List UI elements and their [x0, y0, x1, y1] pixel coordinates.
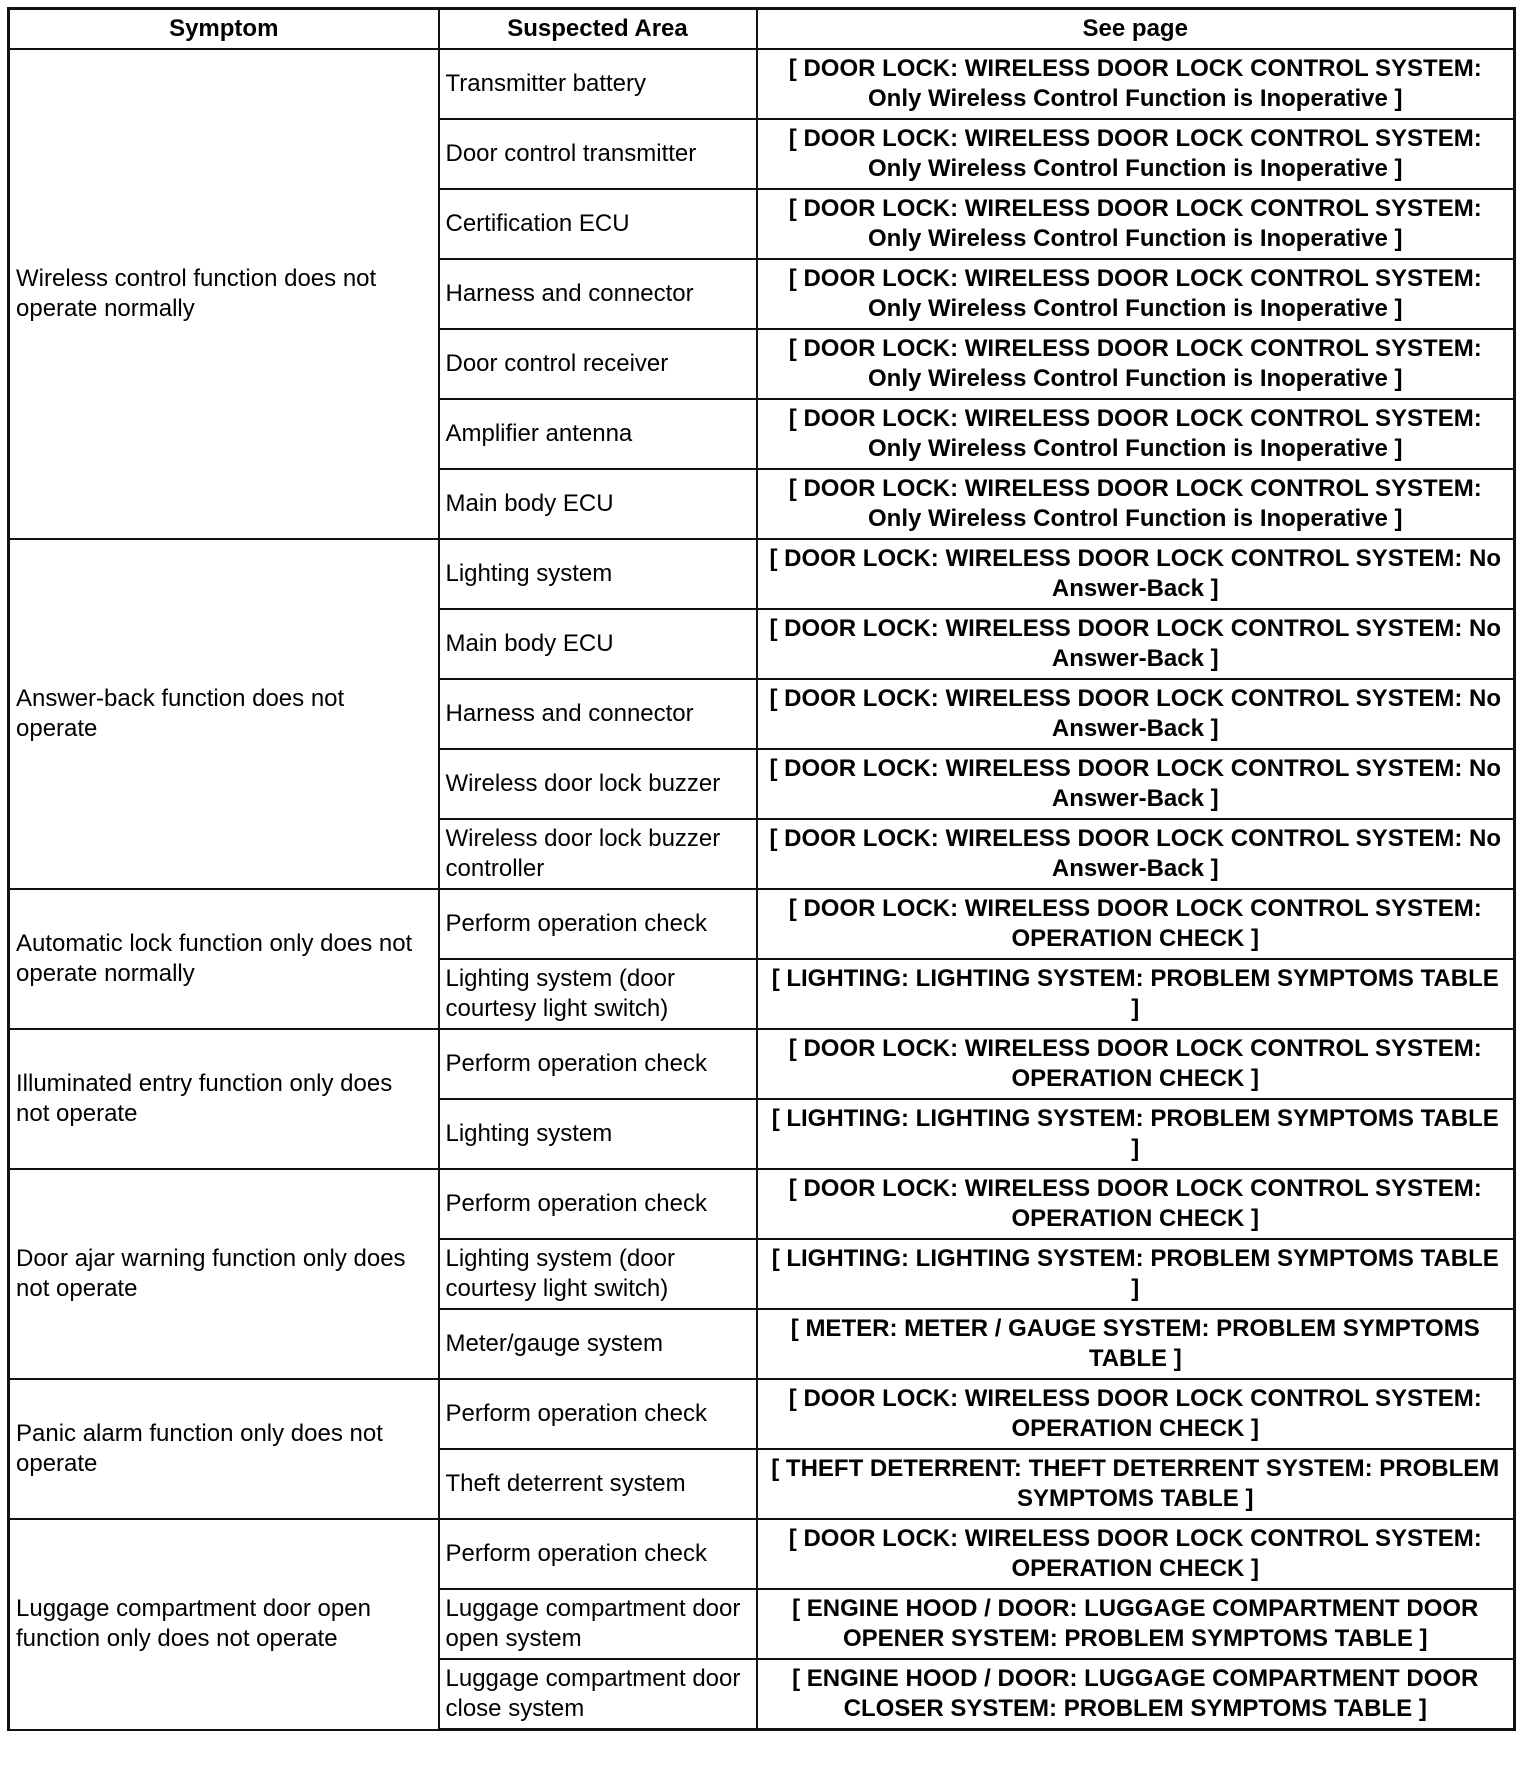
see-page-reference-cell: [ DOOR LOCK: WIRELESS DOOR LOCK CONTROL SYSTEM: Only Wireless Control Function is Inoperative ] [757, 399, 1515, 469]
suspected-area-cell: Lighting system [439, 1099, 757, 1169]
see-page-reference-cell: [ DOOR LOCK: WIRELESS DOOR LOCK CONTROL SYSTEM: No Answer-Back ] [757, 609, 1515, 679]
see-page-reference-cell: [ DOOR LOCK: WIRELESS DOOR LOCK CONTROL SYSTEM: OPERATION CHECK ] [757, 889, 1515, 959]
table-row [9, 539, 1515, 609]
suspected-area-cell: Perform operation check [439, 1379, 757, 1449]
see-page-reference-cell: [ LIGHTING: LIGHTING SYSTEM: PROBLEM SYMPTOMS TABLE ] [757, 959, 1515, 1029]
see-page-reference-cell: [ LIGHTING: LIGHTING SYSTEM: PROBLEM SYMPTOMS TABLE ] [757, 1099, 1515, 1169]
table-row [9, 1029, 1515, 1099]
see-page-reference-cell: [ LIGHTING: LIGHTING SYSTEM: PROBLEM SYMPTOMS TABLE ] [757, 1239, 1515, 1309]
symptom-cell: Answer-back function does not operate [9, 539, 439, 889]
table-body [9, 49, 1515, 1730]
see-page-reference-cell: [ DOOR LOCK: WIRELESS DOOR LOCK CONTROL SYSTEM: Only Wireless Control Function is Inoperative ] [757, 49, 1515, 119]
suspected-area-cell: Main body ECU [439, 609, 757, 679]
symptom-cell: Illuminated entry function only does not operate [9, 1029, 439, 1169]
see-page-reference-cell: [ DOOR LOCK: WIRELESS DOOR LOCK CONTROL SYSTEM: Only Wireless Control Function is Inoperative ] [757, 119, 1515, 189]
suspected-area-cell: Lighting system (door courtesy light switch) [439, 959, 757, 1029]
suspected-area-cell: Wireless door lock buzzer [439, 749, 757, 819]
see-page-reference-cell: [ DOOR LOCK: WIRELESS DOOR LOCK CONTROL SYSTEM: OPERATION CHECK ] [757, 1029, 1515, 1099]
suspected-area-cell: Lighting system [439, 539, 757, 609]
see-page-reference-cell: [ DOOR LOCK: WIRELESS DOOR LOCK CONTROL SYSTEM: OPERATION CHECK ] [757, 1169, 1515, 1239]
see-page-reference-cell: [ DOOR LOCK: WIRELESS DOOR LOCK CONTROL SYSTEM: No Answer-Back ] [757, 679, 1515, 749]
see-page-reference-cell: [ DOOR LOCK: WIRELESS DOOR LOCK CONTROL SYSTEM: OPERATION CHECK ] [757, 1379, 1515, 1449]
suspected-area-cell: Perform operation check [439, 1169, 757, 1239]
suspected-area-cell: Luggage compartment door open system [439, 1589, 757, 1659]
table-row [9, 1519, 1515, 1589]
suspected-area-cell: Amplifier antenna [439, 399, 757, 469]
suspected-area-cell: Lighting system (door courtesy light switch) [439, 1239, 757, 1309]
header-suspected-area: Suspected Area [439, 9, 757, 50]
suspected-area-cell: Main body ECU [439, 469, 757, 539]
table-row [9, 1379, 1515, 1449]
suspected-area-cell: Perform operation check [439, 1519, 757, 1589]
symptom-cell: Wireless control function does not operate normally [9, 49, 439, 539]
problem-symptoms-table-container [7, 7, 1513, 1731]
symptom-cell: Door ajar warning function only does not operate [9, 1169, 439, 1379]
table-row [9, 49, 1515, 119]
symptom-cell: Luggage compartment door open function only does not operate [9, 1519, 439, 1730]
suspected-area-cell: Luggage compartment door close system [439, 1659, 757, 1730]
suspected-area-cell: Theft deterrent system [439, 1449, 757, 1519]
see-page-reference-cell: [ DOOR LOCK: WIRELESS DOOR LOCK CONTROL SYSTEM: Only Wireless Control Function is Inoperative ] [757, 189, 1515, 259]
see-page-reference-cell: [ DOOR LOCK: WIRELESS DOOR LOCK CONTROL SYSTEM: No Answer-Back ] [757, 819, 1515, 889]
see-page-reference-cell: [ DOOR LOCK: WIRELESS DOOR LOCK CONTROL SYSTEM: No Answer-Back ] [757, 539, 1515, 609]
table-header-row [9, 9, 1515, 50]
suspected-area-cell: Transmitter battery [439, 49, 757, 119]
header-symptom: Symptom [9, 9, 439, 50]
problem-symptoms-table [7, 7, 1516, 1731]
symptom-cell: Panic alarm function only does not operate [9, 1379, 439, 1519]
table-row [9, 889, 1515, 959]
see-page-reference-cell: [ ENGINE HOOD / DOOR: LUGGAGE COMPARTMENT DOOR OPENER SYSTEM: PROBLEM SYMPTOMS TABLE ] [757, 1589, 1515, 1659]
header-see-page: See page [757, 9, 1515, 50]
table-row [9, 1169, 1515, 1239]
see-page-reference-cell: [ DOOR LOCK: WIRELESS DOOR LOCK CONTROL SYSTEM: Only Wireless Control Function is Inoperative ] [757, 259, 1515, 329]
symptom-cell: Automatic lock function only does not operate normally [9, 889, 439, 1029]
suspected-area-cell: Perform operation check [439, 1029, 757, 1099]
suspected-area-cell: Perform operation check [439, 889, 757, 959]
see-page-reference-cell: [ METER: METER / GAUGE SYSTEM: PROBLEM SYMPTOMS TABLE ] [757, 1309, 1515, 1379]
see-page-reference-cell: [ THEFT DETERRENT: THEFT DETERRENT SYSTEM: PROBLEM SYMPTOMS TABLE ] [757, 1449, 1515, 1519]
suspected-area-cell: Harness and connector [439, 259, 757, 329]
see-page-reference-cell: [ ENGINE HOOD / DOOR: LUGGAGE COMPARTMENT DOOR CLOSER SYSTEM: PROBLEM SYMPTOMS TABLE ] [757, 1659, 1515, 1730]
see-page-reference-cell: [ DOOR LOCK: WIRELESS DOOR LOCK CONTROL SYSTEM: OPERATION CHECK ] [757, 1519, 1515, 1589]
suspected-area-cell: Meter/gauge system [439, 1309, 757, 1379]
suspected-area-cell: Door control transmitter [439, 119, 757, 189]
suspected-area-cell: Harness and connector [439, 679, 757, 749]
suspected-area-cell: Door control receiver [439, 329, 757, 399]
see-page-reference-cell: [ DOOR LOCK: WIRELESS DOOR LOCK CONTROL SYSTEM: Only Wireless Control Function is Inoperative ] [757, 329, 1515, 399]
suspected-area-cell: Wireless door lock buzzer controller [439, 819, 757, 889]
see-page-reference-cell: [ DOOR LOCK: WIRELESS DOOR LOCK CONTROL SYSTEM: No Answer-Back ] [757, 749, 1515, 819]
suspected-area-cell: Certification ECU [439, 189, 757, 259]
see-page-reference-cell: [ DOOR LOCK: WIRELESS DOOR LOCK CONTROL SYSTEM: Only Wireless Control Function is Inoperative ] [757, 469, 1515, 539]
